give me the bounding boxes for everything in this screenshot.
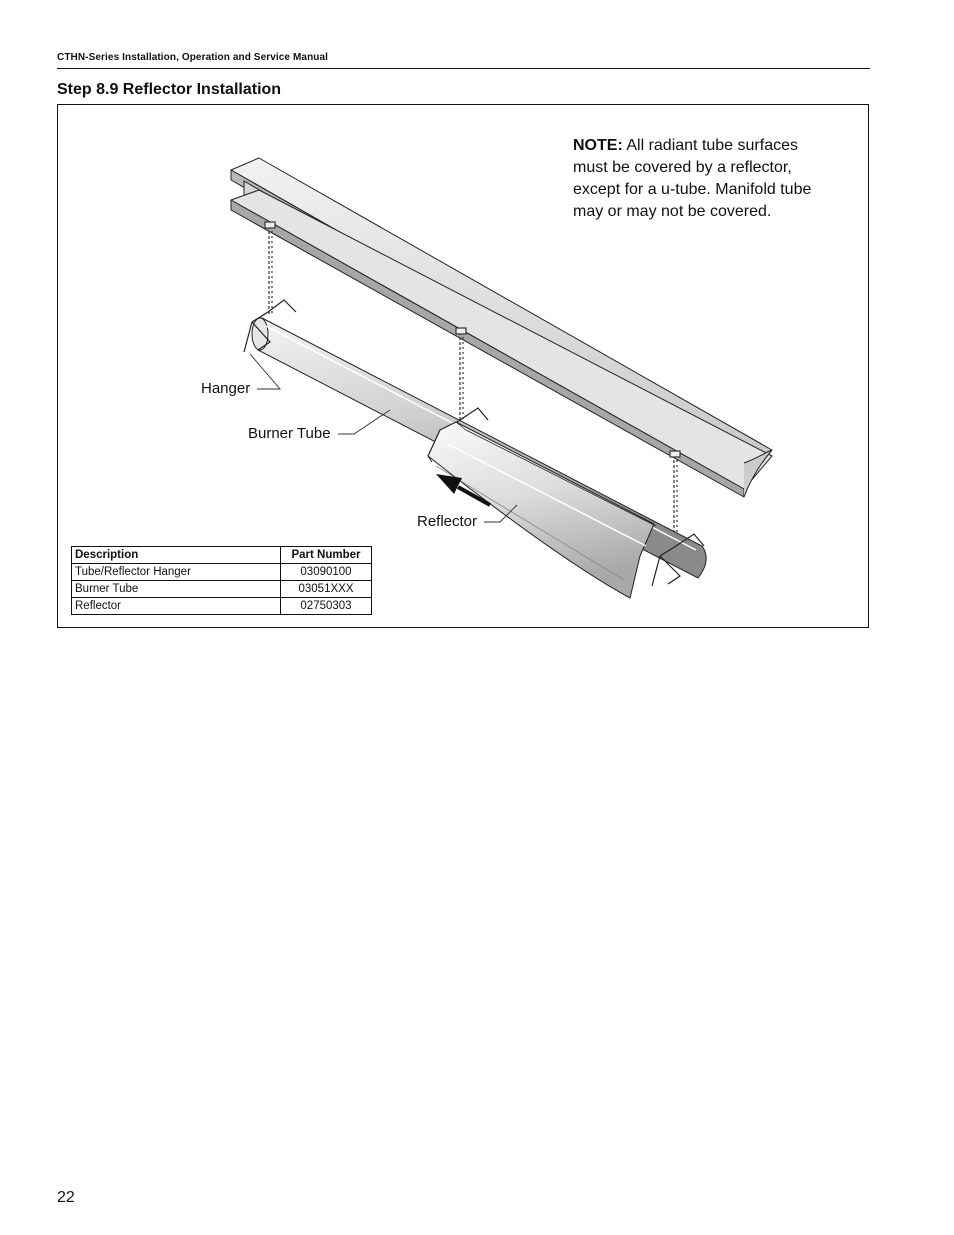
- row-description: Tube/Reflector Hanger: [72, 564, 281, 581]
- callout-hanger: Hanger: [201, 380, 251, 397]
- page-number: 22: [57, 1189, 75, 1206]
- column-header-description: Description: [72, 547, 281, 564]
- table-row: [72, 564, 372, 581]
- row-part-number: 03090100: [281, 564, 372, 581]
- note-label: NOTE:: [573, 137, 623, 154]
- column-header-part-number: Part Number: [281, 547, 372, 564]
- parts-table: [71, 546, 372, 615]
- reflector: [428, 422, 656, 598]
- running-header: CTHN-Series Installation, Operation and Service Manual: [57, 52, 329, 63]
- row-description: Reflector: [72, 598, 281, 615]
- table-row: [72, 581, 372, 598]
- row-part-number: 02750303: [281, 598, 372, 615]
- table-header-row: [72, 547, 372, 564]
- note-text: All radiant tube surfaces must be covered by a reflector, except for a u-tube. Manifold tube may or may not be covered.: [573, 137, 812, 220]
- figure-note: [573, 135, 833, 223]
- callout-reflector: Reflector: [417, 513, 478, 530]
- callout-burner-tube: Burner Tube: [248, 425, 331, 442]
- row-description: Burner Tube: [72, 581, 281, 598]
- step-title: Step 8.9 Reflector Installation: [57, 81, 282, 98]
- table-row: [72, 598, 372, 615]
- row-part-number: 03051XXX: [281, 581, 372, 598]
